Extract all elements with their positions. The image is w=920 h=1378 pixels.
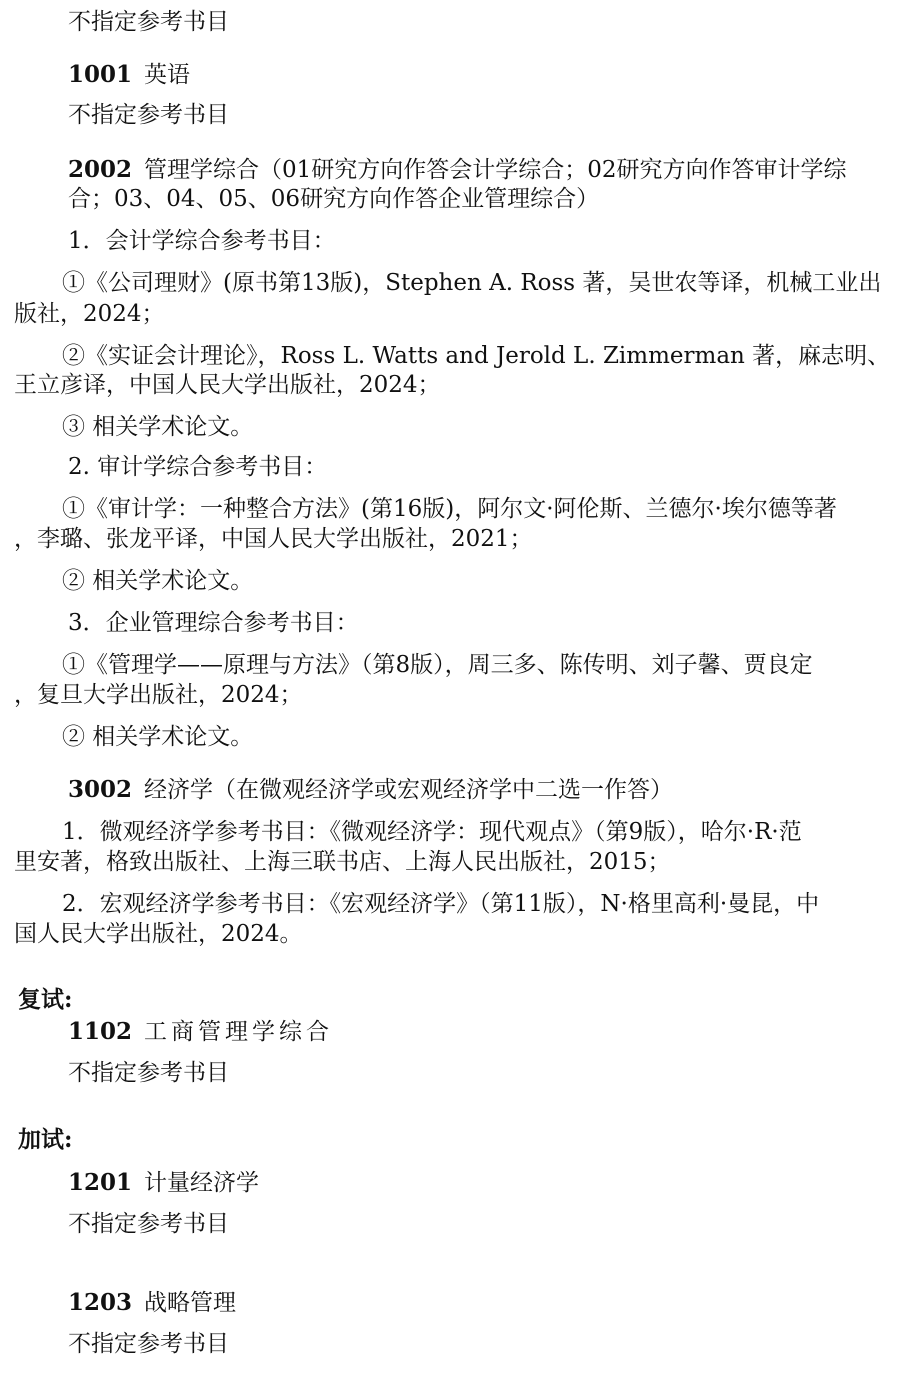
section-title: 2. 审计学综合参考书目： — [68, 454, 328, 480]
note-text: 不指定参考书目 — [68, 9, 229, 35]
entry-text: ，复旦大学出版社，2024； — [14, 682, 303, 708]
entry-text: ③ 相关学术论文。 — [62, 414, 254, 440]
subject-title: 战略管理 — [144, 1290, 236, 1316]
book-entry-continued — [14, 847, 920, 877]
section-label-extra-exam — [18, 1125, 920, 1155]
entry-text: ，李璐、张龙平译，中国人民大学出版社，2021； — [14, 526, 533, 552]
entry-text: 王立彦译，中国人民大学出版社，2024； — [14, 372, 441, 398]
entry-text: ①《管理学——原理与方法》（第8版），周三多、陈传明、刘子馨、贾良定 — [62, 652, 813, 678]
note-text: 不指定参考书目 — [68, 1060, 229, 1086]
section-title: 3．企业管理综合参考书目： — [68, 610, 359, 636]
book-entry-continued — [14, 524, 920, 554]
subject-code: 3002 — [68, 776, 133, 803]
subject-title: 经济学（在微观经济学或宏观经济学中二选一作答） — [144, 777, 673, 803]
entry-text: 1．微观经济学参考书目：《微观经济学：现代观点》（第9版），哈尔·R·范 — [62, 819, 802, 845]
book-entry — [62, 566, 920, 596]
entry-text: 里安著，格致出版社、上海三联书店、上海人民出版社，2015； — [14, 849, 671, 875]
reference-note — [68, 1209, 920, 1239]
note-text: 不指定参考书目 — [68, 102, 229, 128]
subject-title: 管理学综合（01研究方向作答会计学综合；02研究方向作答审计学综 — [144, 157, 847, 183]
section-heading — [68, 452, 920, 482]
subject-title-line2: 合；03、04、05、06研究方向作答企业管理综合） — [68, 186, 600, 212]
entry-text: ①《审计学：一种整合方法》(第16版)，阿尔文·阿伦斯、兰德尔·埃尔德等著 — [62, 496, 837, 522]
subject-heading-3002 — [68, 775, 920, 805]
subject-code: 2002 — [68, 156, 133, 183]
entry-text: 2．宏观经济学参考书目：《宏观经济学》（第11版），N·格里高利·曼昆，中 — [62, 891, 820, 917]
subject-title: 工商管理学综合 — [144, 1019, 333, 1045]
section-label-retest — [18, 985, 920, 1015]
section-heading — [68, 608, 920, 638]
book-entry-continued — [14, 370, 920, 400]
book-entry — [62, 412, 920, 442]
book-entry-continued — [14, 299, 920, 329]
entry-text: ② 相关学术论文。 — [62, 568, 254, 594]
book-entry-continued — [14, 919, 920, 949]
reference-note — [68, 1329, 920, 1359]
subject-heading-1201 — [68, 1168, 920, 1198]
section-label: 复试: — [18, 986, 73, 1013]
entry-text: ② 相关学术论文。 — [62, 724, 254, 750]
subject-title: 英语 — [144, 62, 190, 88]
section-heading — [68, 226, 920, 256]
section-label: 加试: — [18, 1126, 73, 1153]
entry-text: 国人民大学出版社，2024。 — [14, 921, 303, 947]
subject-code: 1201 — [68, 1169, 133, 1196]
subject-heading-1001 — [68, 60, 920, 90]
book-entry — [62, 817, 920, 847]
entry-text: ①《公司理财》(原书第13版)，Stephen A. Ross 著，吴世农等译，机械工业出 — [62, 270, 882, 296]
book-entry-continued — [14, 680, 920, 710]
reference-note — [68, 7, 920, 37]
subject-code: 1102 — [68, 1018, 133, 1045]
entry-text: 版社，2024； — [14, 301, 165, 327]
book-entry — [62, 722, 920, 752]
reference-note — [68, 1058, 920, 1088]
subject-title-continued — [68, 184, 920, 214]
book-entry — [62, 268, 920, 298]
book-entry — [62, 889, 920, 919]
note-text: 不指定参考书目 — [68, 1331, 229, 1357]
book-entry — [62, 341, 920, 371]
subject-heading-2002 — [68, 155, 920, 185]
subject-code: 1001 — [68, 61, 133, 88]
section-title: 1．会计学综合参考书目： — [68, 228, 336, 254]
book-entry — [62, 650, 920, 680]
subject-heading-1102 — [68, 1017, 920, 1047]
subject-heading-1203 — [68, 1288, 920, 1318]
entry-text: ②《实证会计理论》，Ross L. Watts and Jerold L. Zimmerman 著，麻志明、 — [62, 343, 891, 369]
reference-note — [68, 100, 920, 130]
note-text: 不指定参考书目 — [68, 1211, 229, 1237]
subject-code: 1203 — [68, 1289, 133, 1316]
subject-title: 计量经济学 — [144, 1170, 259, 1196]
book-entry — [62, 494, 920, 524]
